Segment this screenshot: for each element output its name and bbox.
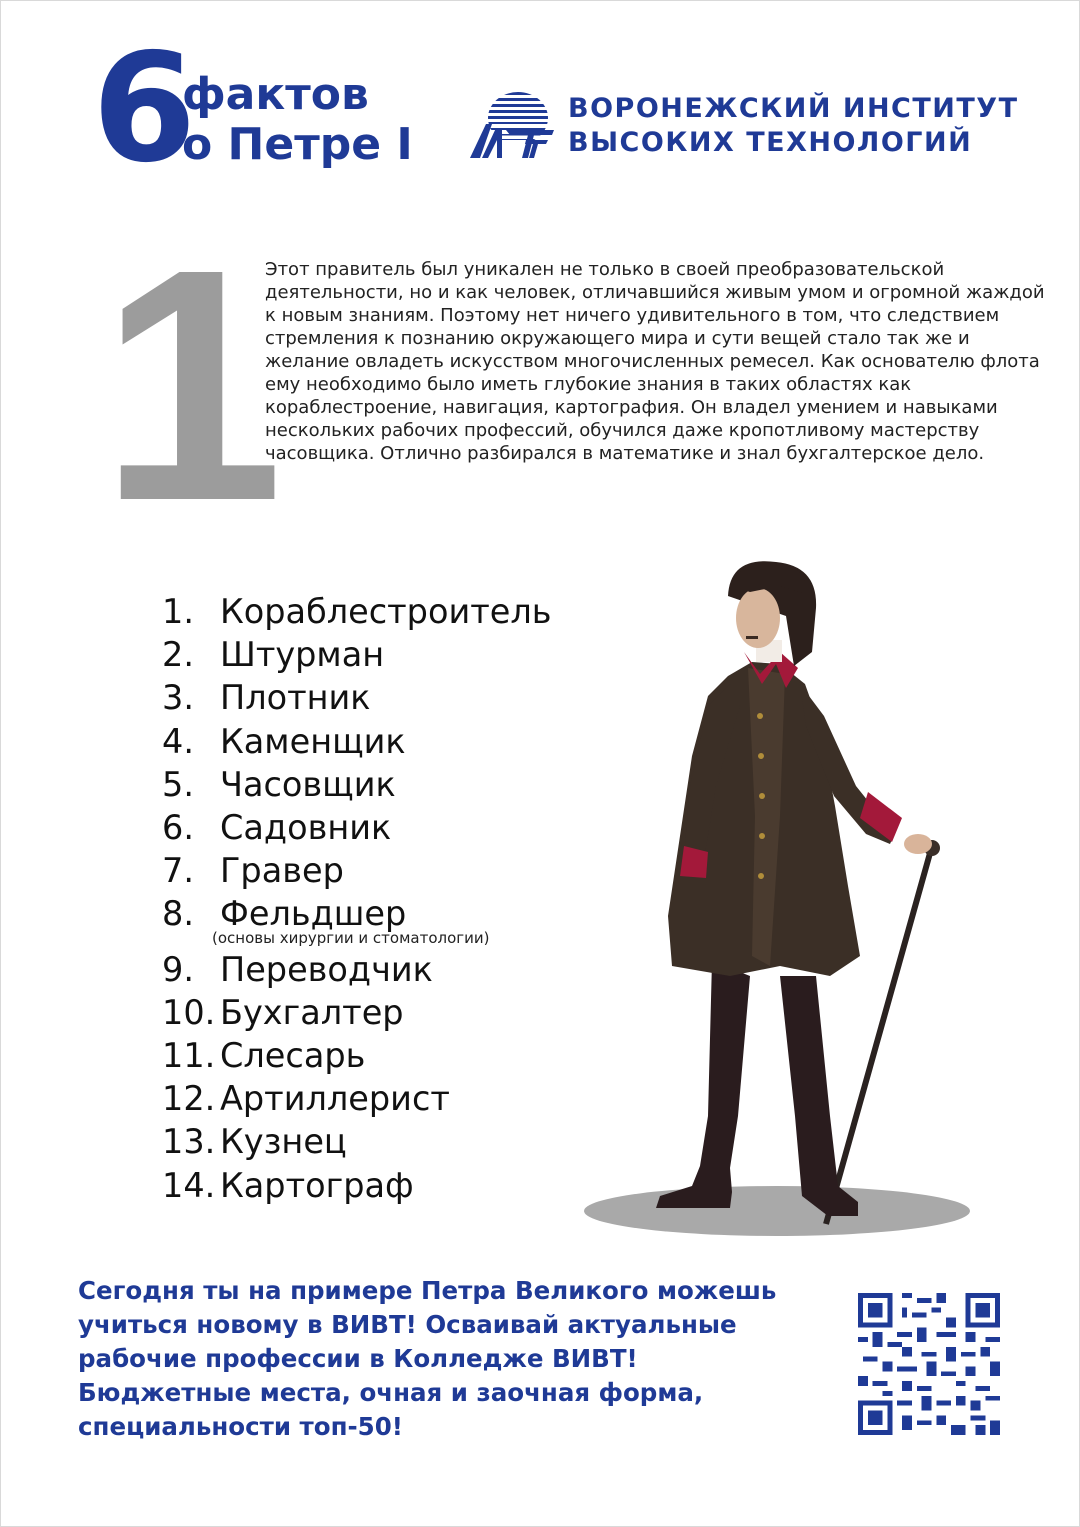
- list-item-note: (основы хирургии и стоматологии): [212, 928, 490, 947]
- list-item-number: 3.: [162, 678, 194, 718]
- list-item-label: Переводчик: [220, 949, 433, 989]
- list-item-number: 4.: [162, 721, 194, 761]
- fact-number: 1: [100, 200, 284, 569]
- list-item: [162, 763, 632, 806]
- list-item-label: Слесарь: [220, 1036, 366, 1076]
- footer-call-to-action: Сегодня ты на примере Петра Великого можешь учиться новому в ВИВТ! Осваивай актуальные рабочие профессии в Колледже ВИВТ! Бюджетные места, очная и заочная форма, специальности топ-50!: [78, 1276, 777, 1441]
- list-item: [162, 849, 632, 892]
- figure-shadow: [584, 1186, 970, 1236]
- list-item-label: Фельдшер: [220, 894, 407, 934]
- institute-name: [568, 92, 1030, 160]
- list-item-number: 12.: [162, 1079, 216, 1119]
- list-item-number: 7.: [162, 851, 194, 891]
- list-item-number: 13.: [162, 1122, 216, 1162]
- list-item: [162, 1077, 632, 1120]
- list-item-label: Кузнец: [220, 1122, 347, 1162]
- qr-code-icon[interactable]: [858, 1293, 1000, 1435]
- list-item: [162, 806, 632, 849]
- headline-line-2: о Петре I: [182, 119, 413, 170]
- list-item-label: Гравер: [220, 851, 344, 891]
- headline-number: 6: [92, 22, 191, 196]
- list-item-number: 11.: [162, 1036, 216, 1076]
- list-item: [162, 1164, 632, 1207]
- list-item-label: Кораблестроитель: [220, 592, 552, 631]
- list-item: [162, 676, 632, 719]
- list-item-number: 10.: [162, 992, 216, 1032]
- list-item: [162, 991, 632, 1034]
- headline-line-1: фактов: [182, 69, 369, 120]
- list-item-label: Часовщик: [220, 764, 396, 804]
- list-item: [162, 1120, 632, 1163]
- list-item-number: 2.: [162, 635, 194, 675]
- list-item-number: 8.: [162, 894, 194, 934]
- list-item-number: 14.: [162, 1165, 216, 1205]
- headline-title: [182, 70, 413, 170]
- list-item: [162, 1034, 632, 1077]
- list-item: [162, 590, 632, 633]
- list-item-number: 6.: [162, 808, 194, 848]
- peter-figure-illustration: [580, 556, 980, 1236]
- professions-list: [162, 590, 632, 1207]
- list-item-label: Штурман: [220, 635, 385, 675]
- list-item: [162, 948, 632, 991]
- vivt-logo-icon: [466, 88, 558, 160]
- list-item: [162, 720, 632, 763]
- list-item-number: 9.: [162, 949, 194, 989]
- list-item-number: 5.: [162, 764, 194, 804]
- list-item-label: Каменщик: [220, 721, 406, 761]
- list-item: [162, 633, 632, 676]
- fact-paragraph: Этот правитель был уникален не только в своей преобразовательской деятельности, но и как человек, отличавшийся живым умом и огромной жаждой к новым знаниям. Поэтому нет ничего удивительного в том, что следствием стремления к познанию окружающего мира и сути вещей стало так же и желание овладеть искусством многочисленных ремесел. Как основателю флота ему необходимо было иметь глубокие знания в таких областях как кораблестроение, навигация, картография. Он владел умением и навыками нескольких рабочих профессий, обучился даже кропотливому мастерству часовщика. Отлично разбирался в математике и знал бухгалтерское дело.: [265, 259, 1045, 464]
- list-item-label: Артиллерист: [220, 1079, 450, 1119]
- list-item-label: Картограф: [220, 1165, 414, 1205]
- institute-name-line-2: ВЫСОКИХ ТЕХНОЛОГИЙ: [568, 127, 973, 158]
- list-item-label: Плотник: [220, 678, 371, 718]
- list-item-number: 1.: [162, 592, 194, 631]
- list-item-label: Садовник: [220, 808, 392, 848]
- institute-name-line-1: ВОРОНЕЖСКИЙ ИНСТИТУТ: [568, 93, 1019, 124]
- list-item-label: Бухгалтер: [220, 992, 404, 1032]
